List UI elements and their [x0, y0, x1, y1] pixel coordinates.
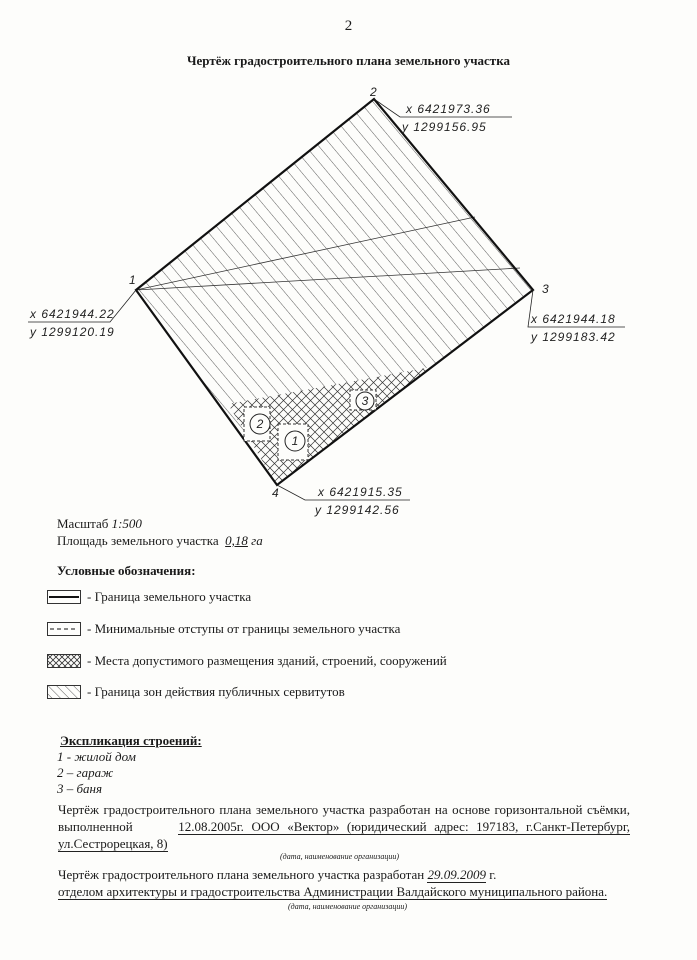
- point-3-x-coordinate: x 6421944.18: [531, 312, 616, 326]
- legend-item-servitude: [47, 683, 345, 701]
- point-3-number: 3: [542, 282, 549, 296]
- scale: [57, 516, 142, 532]
- point-4-number: 4: [272, 486, 279, 500]
- area-unit: га: [251, 533, 263, 548]
- point-2-x-coordinate: x 6421973.36: [406, 102, 491, 116]
- developer-note-text: Чертёж градостроительного плана земельного участка разработан: [58, 867, 425, 882]
- legend-item-boundary: [47, 588, 251, 606]
- developer-note: [58, 866, 630, 900]
- building-3-marker: 3: [361, 394, 369, 408]
- developer-note-date: 29.09.2009: [427, 867, 486, 882]
- point-4-x-coordinate: x 6421915.35: [318, 485, 403, 499]
- document-title: Чертёж градостроительного плана земельного участка: [186, 53, 510, 68]
- point-2-y-coordinate: y 1299156.95: [402, 120, 487, 134]
- survey-note-caption: (дата, наименование организации): [280, 852, 399, 861]
- explication-item-1: 1 - жилой дом: [57, 749, 136, 764]
- diagonal-hatch-icon: [47, 685, 81, 699]
- point-1-y-coordinate: y 1299120.19: [30, 325, 115, 339]
- dashed-line-icon: [47, 622, 81, 636]
- legend-text-building-zone: - Места допустимого размещения зданий, строений, сооружений: [87, 653, 447, 668]
- point-3-y-coordinate: y 1299183.42: [531, 330, 616, 344]
- building-1-marker: 1: [291, 434, 299, 448]
- legend-item-setback: [47, 620, 400, 638]
- developer-note-caption: (дата, наименование организации): [288, 902, 407, 911]
- point-2-number: 2: [370, 85, 377, 99]
- crosshatch-icon: [47, 654, 81, 668]
- point-4-y-coordinate: y 1299142.56: [315, 503, 400, 517]
- area: [57, 533, 263, 549]
- page-number: 2: [344, 18, 353, 34]
- area-value: 0,18: [225, 533, 248, 548]
- legend-text-servitude: - Граница зон действия публичных сервитутов: [87, 684, 345, 699]
- scale-label: Масштаб: [57, 516, 109, 531]
- explication-title: Экспликация строений:: [60, 733, 202, 748]
- developer-note-suffix: г.: [489, 867, 497, 882]
- solid-line-icon: [47, 590, 81, 604]
- scale-value: 1:500: [111, 516, 142, 531]
- survey-note-text: Чертёж градостроительного плана земельного участка разработан на основе горизонтальной съёмки, выполненной: [58, 802, 630, 834]
- survey-note-fill: 12.08.2005г. ООО «Вектор» (юридический адрес: 197183, г.Санкт-Петербург, ул.Сестрорецкая, 8): [58, 819, 631, 851]
- legend-title: Условные обозначения:: [57, 563, 196, 578]
- legend-text-boundary: - Граница земельного участка: [87, 589, 252, 604]
- explication-item-3: 3 – баня: [57, 781, 103, 796]
- developer-note-org: отделом архитектуры и градостроительства Администрации Валдайского муниципального района.: [58, 884, 608, 899]
- area-label: Площадь земельного участка: [57, 533, 219, 548]
- legend-text-setback: - Минимальные отступы от границы земельного участка: [87, 621, 401, 636]
- legend-item-building-zone: [47, 652, 447, 670]
- explication-item-2: 2 – гараж: [57, 765, 114, 780]
- building-2-marker: 2: [256, 417, 264, 431]
- survey-note: [58, 801, 630, 852]
- parcel: [136, 99, 533, 485]
- point-1-x-coordinate: x 6421944.22: [30, 307, 115, 321]
- point-1-number: 1: [129, 273, 136, 287]
